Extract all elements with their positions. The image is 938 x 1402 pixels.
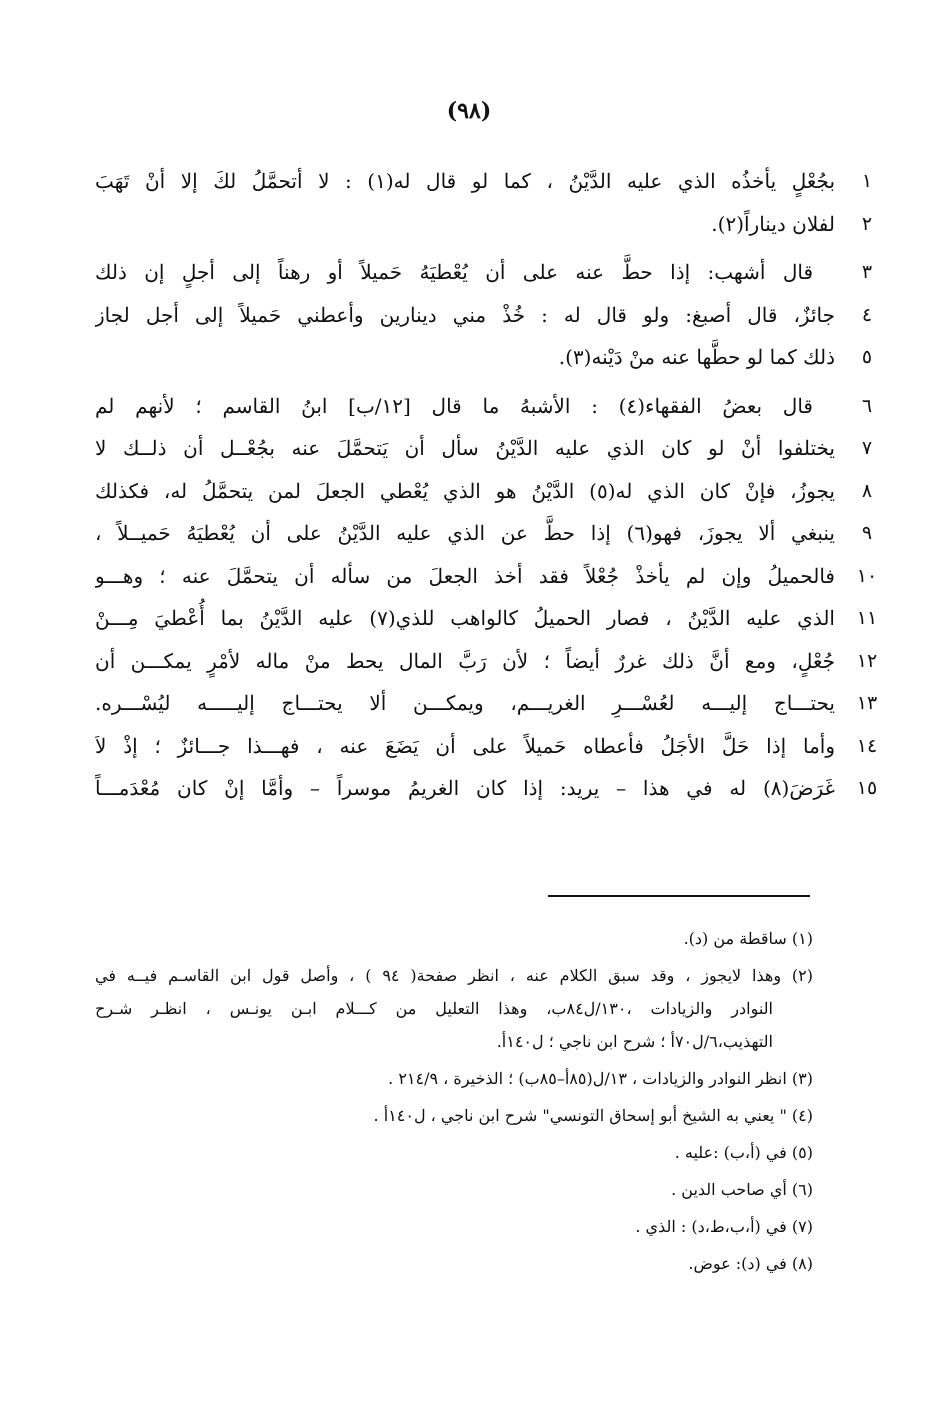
footnote <box>95 1062 813 1095</box>
line-number: ٢ <box>861 212 873 235</box>
footnote-line: (٢) وهذا لايجوز ، وقد سبق الكلام عنه ، انظر صفحة( ٩٤ ) ، وأصل قول ابن القاسـم فيــه في <box>95 966 813 985</box>
line-text: ينبغي ألا يجوزَ، فهو(٦) إذا حطَّ عن الذي عليه الدَّيْنُ على أن يُعْطيَهُ حَميــلاً ، <box>95 521 835 545</box>
line-text: قال بعضُ الفقهاء(٤) : الأشبهُ ما قال [١٢/ب] ابنُ القاسم ؛ لأنهم لم <box>95 393 813 418</box>
line-text: يحتـــاج إليـــه لعُسْـــرِ الغريـــم، ويمكـــن ألا يحتـــاج إليـــــه ليُسْـــره. <box>95 691 835 715</box>
footnote-separator <box>548 895 810 897</box>
line-number: ١٥ <box>856 777 878 799</box>
text-line <box>95 682 885 725</box>
line-text: فالحميلُ وإن لم يأخذْ جُعْلاً فقد أخذ الجعلَ من سأله أن يتحمَّلَ عنه ؛ وهـــو <box>95 563 835 588</box>
text-line <box>95 203 885 246</box>
text-line <box>95 512 885 555</box>
line-number: ١٠ <box>856 564 878 587</box>
line-number: ٤ <box>861 303 873 326</box>
line-number: ١١ <box>856 607 878 629</box>
footnote-line: (٧) في (أ،ب،ط،د) : الذي . <box>635 1217 813 1236</box>
text-line <box>95 336 885 379</box>
line-text: بجُعْلٍ يأخذُه الذي عليه الدَّيْنُ ، كما لو قال له(١) : لا أتحمَّلُ لكَ إلا أنْ تَهَبَ <box>95 169 835 193</box>
line-text: يجوزُ، فإنْ كان الذي له(٥) الدَّيْنُ هو الذي يُعْطي الجعلَ لمن يتحمَّلُ له، فكذلك <box>95 478 835 503</box>
line-number: ٩ <box>861 522 873 544</box>
text-line <box>95 160 885 203</box>
text-line <box>95 597 885 640</box>
text-line <box>95 294 885 337</box>
footnote-line: (٦) أي صاحب الدين . <box>671 1180 813 1199</box>
footnote-line: (٣) انظر النوادر والزيادات ، ١٣/ل(٨٥أ–٨٥ب) ؛ الذخيرة ، ٢١٤/٩ . <box>388 1069 813 1088</box>
footnote-line: التهذيب،٦/ل٧٠أ ؛ شرح ابن ناجي ؛ ل١٤٠أ. <box>496 1032 773 1051</box>
text-line <box>95 385 885 428</box>
line-number: ٦ <box>861 394 873 417</box>
line-text: وأما إذا حَلَّ الأجَلُ فأعطاه حَميلاً على أن يَضَعَ عنه ، فهـــذا جـــائزٌ ؛ إذْ لاَ <box>95 733 835 758</box>
footnote-line: (٨) في (د): عوض. <box>688 1254 813 1273</box>
line-number: ١ <box>861 170 873 192</box>
line-text: ذلك كما لو حطَّها عنه منْ دَيْنه(٣). <box>558 345 835 369</box>
footnote <box>95 1173 813 1206</box>
line-text: غَرَضَ(٨) له في هذا – يريد: إذا كان الغريمُ موسراً – وأمَّا إنْ كان مُعْدَمـــاً <box>95 776 835 800</box>
line-text: جُعْلٍ، ومع أنَّ ذلك غررٌ أيضاً ؛ لأن رَبَّ المال يحط منْ ماله لأمْرٍ يمكـــن أن <box>95 648 835 673</box>
footnote-line: (٥) في (أ،ب) :عليه . <box>674 1143 813 1162</box>
line-number: ١٢ <box>856 649 878 672</box>
line-text: لفلان ديناراً(٢). <box>711 211 835 236</box>
footnote <box>95 1099 813 1132</box>
line-number: ٨ <box>861 479 873 502</box>
line-text: جائزٌ، قال أصبغ: ولو قال له : خُذْ مني دينارين وأعطني حَميلاً إلى أجل لجاز <box>95 302 835 327</box>
line-number: ١٤ <box>856 734 878 757</box>
line-number: ١٣ <box>856 692 878 714</box>
text-line <box>95 725 885 768</box>
line-number: ٥ <box>861 346 873 368</box>
line-number: ٣ <box>861 261 873 283</box>
footnote <box>95 959 813 1058</box>
text-line <box>95 470 885 513</box>
main-text <box>95 160 885 810</box>
text-line <box>95 427 885 470</box>
footnote <box>95 1247 813 1280</box>
footnote-line: (١) ساقطة من (د). <box>683 929 813 948</box>
footnote <box>95 922 813 955</box>
footnote <box>95 1136 813 1169</box>
line-number: ٧ <box>861 437 873 459</box>
footnotes <box>95 922 813 1280</box>
footnote-line: (٤) " يعني به الشيخ أبو إسحاق التونسي" شرح ابن ناجي ، ل١٤٠أ . <box>373 1106 813 1125</box>
page-number: (٩٨) <box>446 98 492 124</box>
line-text: قال أشهب: إذا حطَّ عنه على أن يُعْطيَهُ حَميلاً أو رهناً إلى أجلٍ إن ذلك <box>95 260 813 284</box>
text-line <box>95 555 885 598</box>
line-text: يختلفوا أنْ لو كان الذي عليه الدَّيْنُ سأل أن يَتحمَّلَ عنه بجُعْــل أن ذلــك لا <box>95 436 835 460</box>
text-line <box>95 640 885 683</box>
text-line <box>95 767 885 810</box>
text-line <box>95 251 885 294</box>
footnote-line: النوادر والزيادات ،١٣٠/ل٨٤ب، وهذا التعليل من كـــلام ابـن يونـس ، انظـر شـرح <box>95 999 773 1018</box>
line-text: الذي عليه الدَّيْنُ ، فصار الحميلُ كالواهب للذي(٧) عليه الدَّيْنُ بما أُعْطيَ مِـــنْ <box>95 606 835 630</box>
footnote <box>95 1210 813 1243</box>
